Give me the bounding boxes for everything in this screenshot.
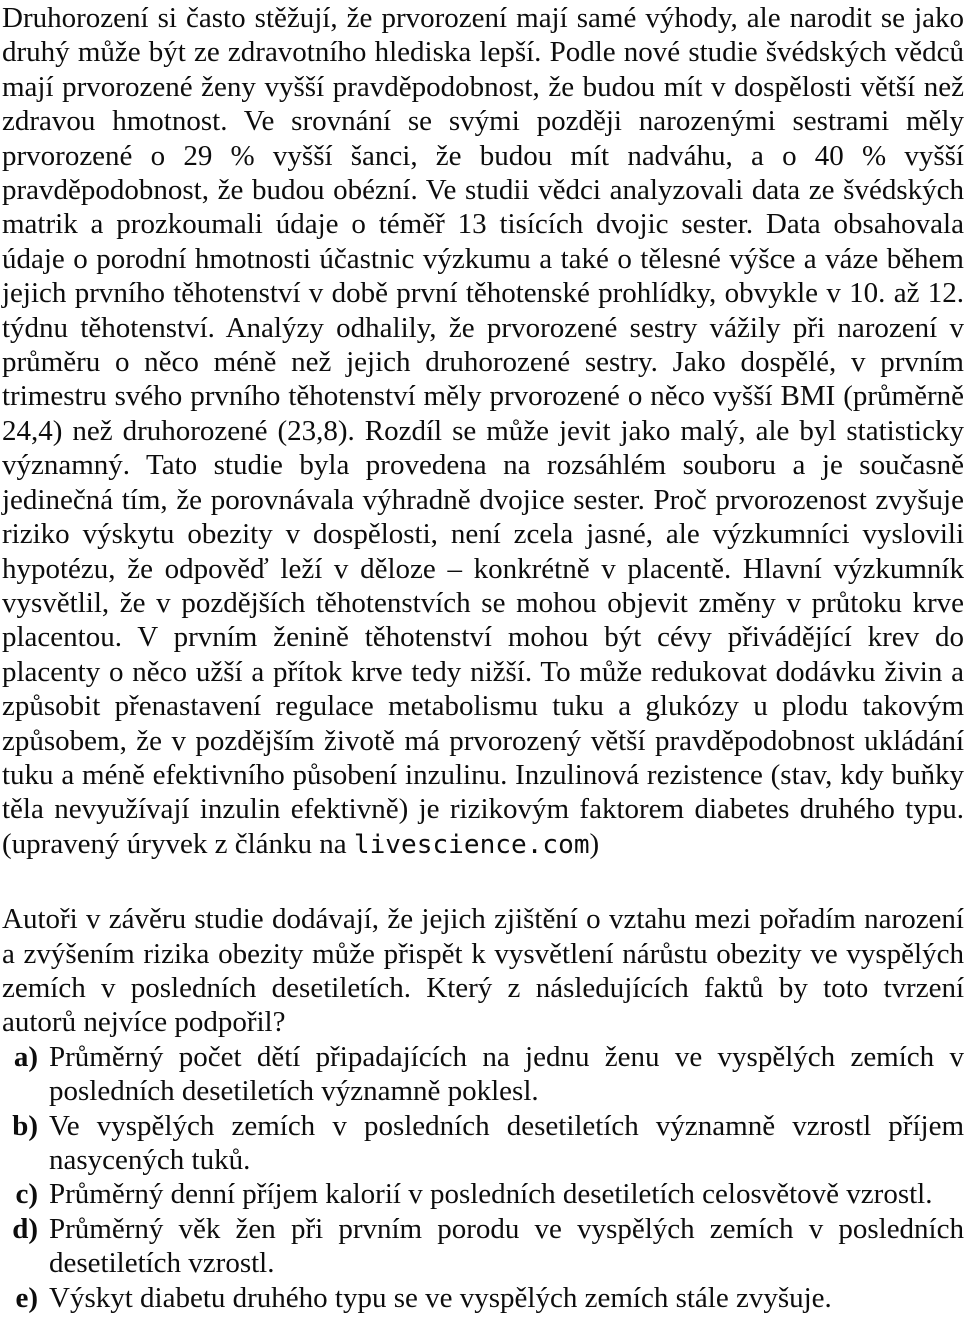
answer-option-d — [2, 1212, 964, 1281]
answer-option-e — [2, 1281, 964, 1315]
option-text-c: Průměrný denní příjem kalorií v posledních desetiletích celosvětově vzrostl. — [49, 1178, 933, 1211]
document-page — [2, 1, 964, 1315]
option-text-a: Průměrný počet dětí připadajících na jednu ženu ve vyspělých zemích v posledních desetiletích významně poklesl. — [49, 1040, 964, 1108]
option-label-a: a) — [13, 1040, 38, 1073]
option-label-d: d) — [12, 1212, 38, 1245]
source-domain-text: livescience.com — [353, 829, 590, 860]
answer-option-b — [2, 1109, 964, 1178]
answer-option-c — [2, 1177, 964, 1211]
passage-text: Druhorození si často stěžují, že prvorození mají samé výhody, ale narodit se jako druhý může být ze zdravotního hlediska lepší. Podle nové studie švédských vědců mají prvorozené ženy vyšší pravděpodobnost, že budou mít v dospělosti větší než zdravou hmotnost. Ve srovnání se svými později narozenými sestrami měly prvorozené o 29 % vyšší šanci, že budou mít nadváhu, a o 40 % vyšší pravděpodobnost, že budou obézní. Ve studii vědci analyzovali data ze švédských matrik a prozkoumali údaje o téměř 13 tisících dvojic sester. Data obsahovala údaje o porodní hmotnosti účastnic výzkumu a také o tělesné výšce a váze během jejich prvního těhotenství v době první těhotenské prohlídky, obvykle v 10. až 12. týdnu těhotenství. Analýzy odhalily, že prvorozené sestry vážily při narození v průměru o něco méně než jejich druhorozené sestry. Jako dospělé, v prvním trimestru svého prvního těhotenství měly prvorozené o něco vyšší BMI (průměrně 24,4) než druhorozené (23,8). Rozdíl se může jevit jako malý, ale byl statisticky významný. Tato studie byla provedena na rozsáhlém souboru a je současně jedinečná tím, že porovnávala výhradně dvojice sester. Proč prvorozenost zvyšuje riziko výskytu obezity v dospělosti, není zcela jasné, ale výzkumníci vyslovili hypotézu, že odpověď leží v děloze – konkrétně v placentě. Hlavní výzkumník vysvětlil, že v pozdějších těhotenstvích se mohou objevit změny v průtoku krve placentou. V prvním ženině těhotenství mohou být cévy přivádějící krev do placenty o něco užší a přítok krve tedy nižší. To může redukovat dodávku živin a způsobit přenastavení regulace metabolismu tuku a glukózy u plodu takovým způsobem, že v pozdějším životě má prvorozený větší pravděpodobnost ukládání tuku a méně efektivního působení inzulinu. Inzulinová rezistence (stav, kdy buňky těla nevyužívají inzulin efektivně) je rizikovým faktorem diabetes druhého typu. (upravený úryvek z článku na — [2, 2, 964, 860]
answer-options-list — [2, 1040, 964, 1315]
option-label-e: e) — [15, 1281, 38, 1314]
option-label-c: c) — [15, 1178, 38, 1211]
passage-paragraph — [2, 1, 964, 862]
question-paragraph: Autoři v závěru studie dodávají, že jejich zjištění o vztahu mezi pořadím narození a zvýšením rizika obezity může přispět k vysvětlení nárůstu obezity ve vyspělých zemích v posledních desetiletích. Který z následujících faktů by toto tvrzení autorů nejvíce podpořil? — [2, 903, 964, 1039]
option-text-d: Průměrný věk žen při prvním porodu ve vyspělých zemích v posledních desetiletích vzrostl. — [49, 1212, 964, 1280]
answer-option-a — [2, 1040, 964, 1109]
option-label-b: b) — [12, 1109, 38, 1142]
passage-closing-paren: ) — [589, 827, 600, 860]
option-text-b: Ve vyspělých zemích v posledních desetiletích významně vzrostl příjem nasycených tuků. — [49, 1109, 964, 1176]
option-text-e: Výskyt diabetu druhého typu se ve vyspělých zemích stále zvyšuje. — [49, 1281, 832, 1314]
